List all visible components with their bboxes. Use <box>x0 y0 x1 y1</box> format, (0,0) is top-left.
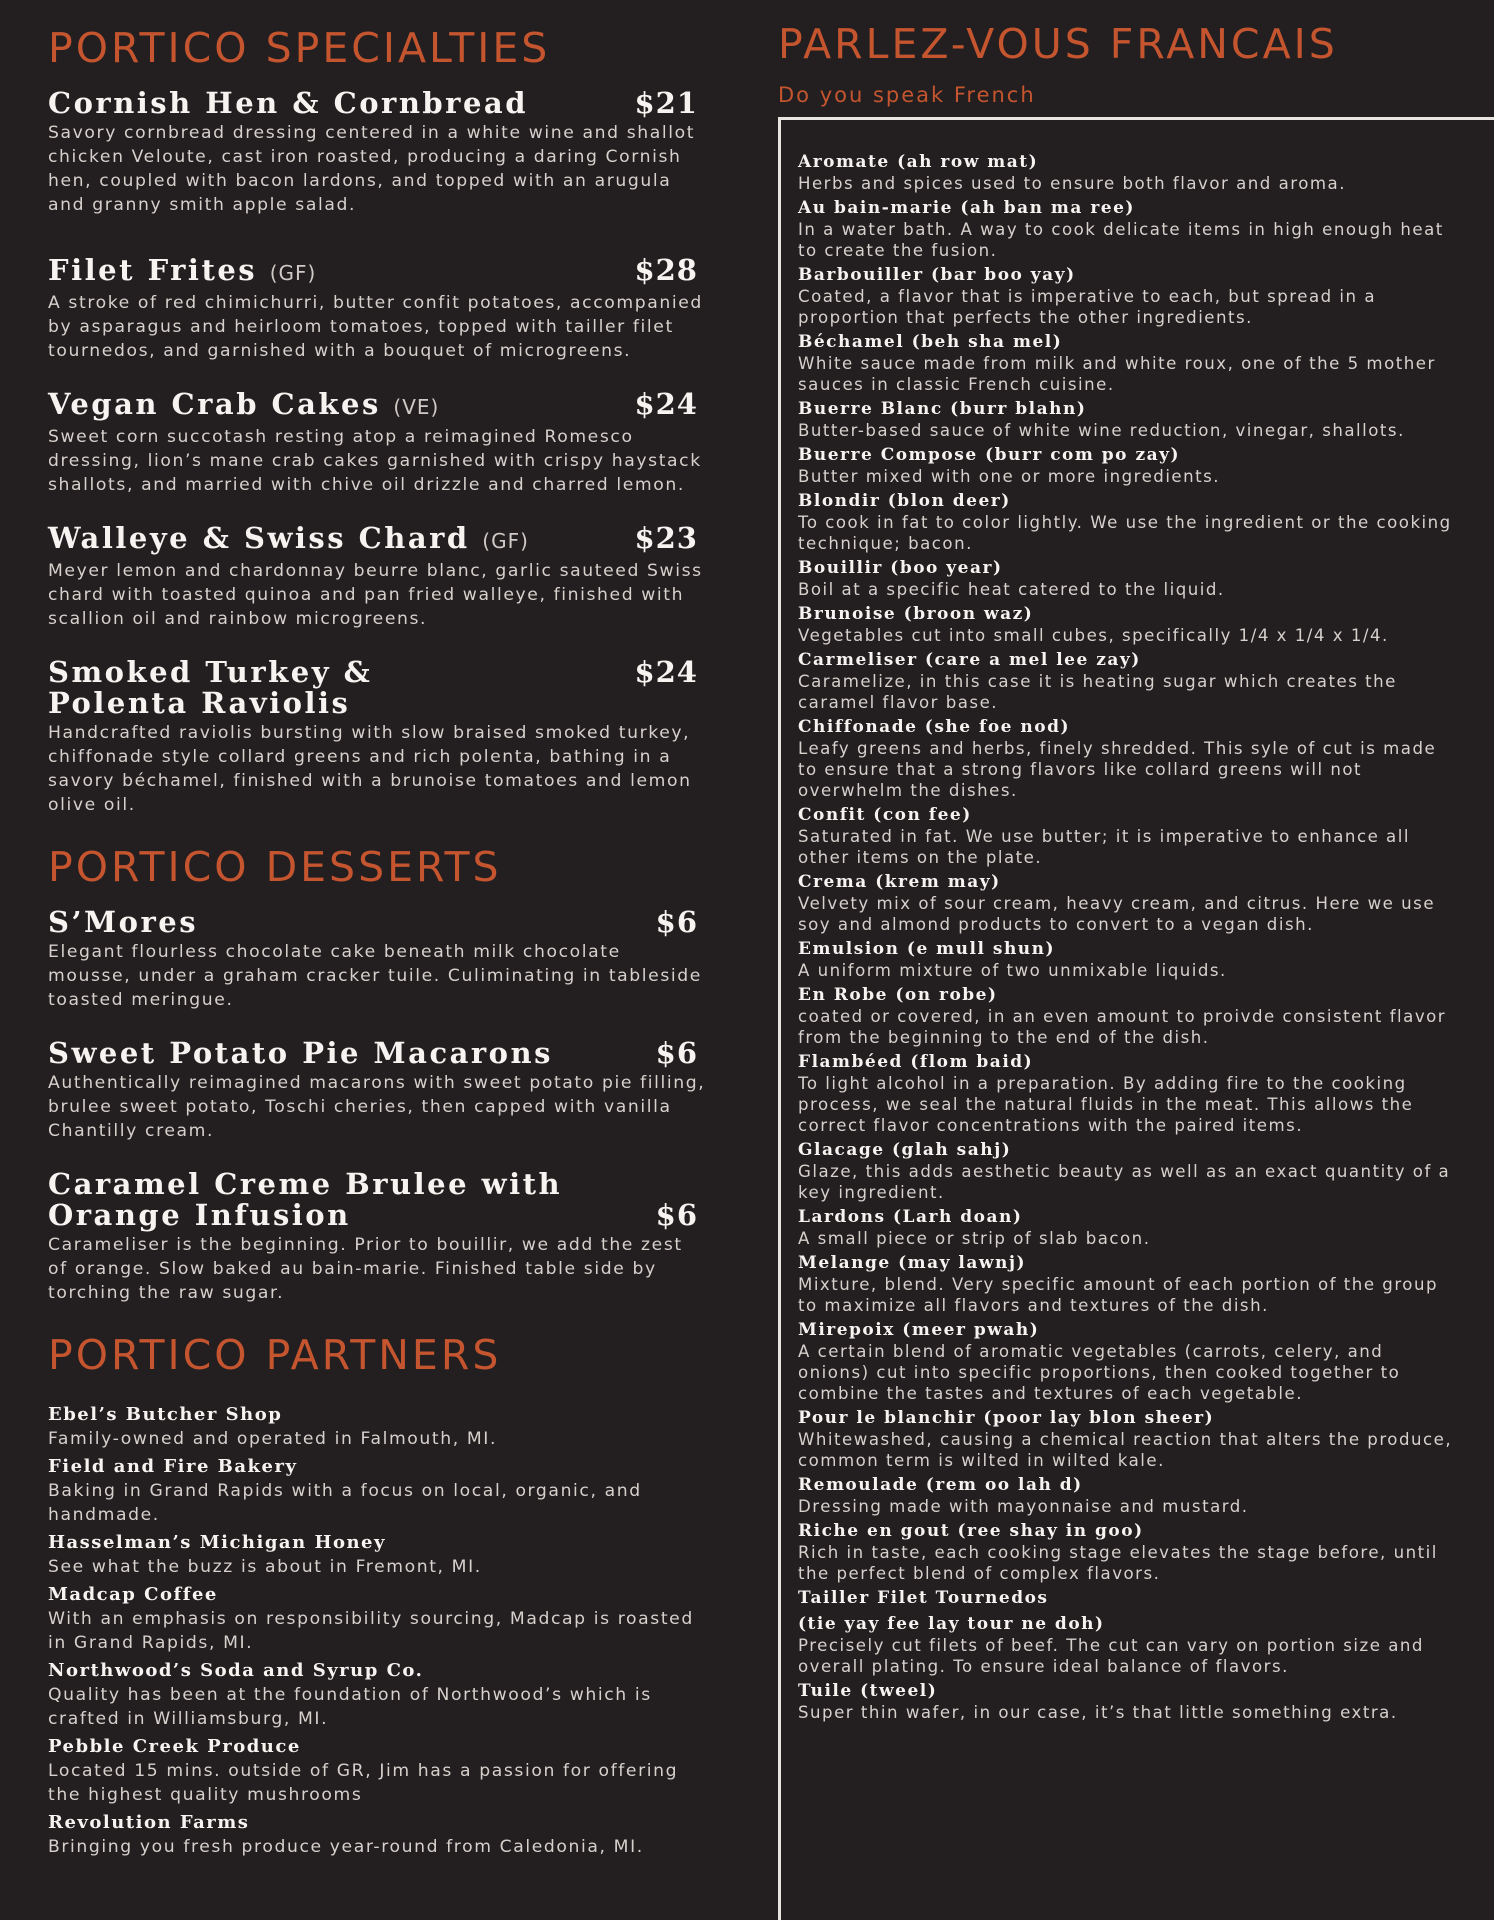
dish-tag: (GF) <box>482 529 529 553</box>
glossary-definition: Caramelize, in this case it is heating sugar which creates the caramel flavor base. <box>798 672 1397 712</box>
dish-description: A stroke of red chimichurri, butter confit potatoes, accompanied by asparagus and heirloom tomatoes, topped with tailler filet tournedos, and garnished with a bouquet of microgreens. <box>48 293 703 361</box>
glossary-definition: Boil at a specific heat catered to the liquid. <box>798 580 1225 599</box>
glossary-term: Riche en gout (ree shay in goo) <box>798 1521 1144 1541</box>
partner-name: Hasselman’s Michigan Honey <box>48 1532 386 1553</box>
glossary-term: Carmeliser (care a mel lee zay) <box>798 650 1141 670</box>
glossary-definition: Rich in taste, each cooking stage elevates the stage before, until the perfect blend of complex flavors. <box>798 1543 1438 1583</box>
partners-title: PORTICO PARTNERS <box>48 1331 502 1379</box>
dish-description: Meyer lemon and chardonnay beurre blanc, garlic sauteed Swiss chard with toasted quinoa and pan fried walleye, finished with scallion oil and rainbow microgreens. <box>48 561 703 629</box>
glossary-item <box>798 265 1454 328</box>
glossary-term: Mirepoix (meer pwah) <box>798 1320 1040 1340</box>
glossary-term: Melange (may lawnj) <box>798 1253 1027 1273</box>
partner-name: Madcap Coffee <box>48 1584 218 1605</box>
glossary-term: Bouillir (boo year) <box>798 558 1003 578</box>
glossary-term: Pour le blanchir (poor lay blon sheer) <box>798 1408 1215 1428</box>
glossary-item <box>798 604 1454 646</box>
glossary-term: Barbouiller (bar boo yay) <box>798 265 1076 285</box>
partner-name: Ebel’s Butcher Shop <box>48 1404 283 1425</box>
dish-name: Sweet Potato Pie Macarons <box>48 1036 553 1070</box>
dish-name: Walleye & Swiss Chard (GF) <box>48 521 529 555</box>
glossary-term: Emulsion (e mull shun) <box>798 939 1056 959</box>
dish-price: $6 <box>655 1198 698 1232</box>
glossary-definition: Vegetables cut into small cubes, specifically 1/4 x 1/4 x 1/4. <box>798 626 1389 645</box>
glossary-definition: Whitewashed, causing a chemical reaction that alters the produce, common term is wilted in wilted kale. <box>798 1430 1453 1470</box>
glossary-item <box>798 1521 1454 1584</box>
glossary-term: Tailler Filet Tournedos <box>798 1588 1049 1608</box>
glossary-item <box>798 985 1454 1048</box>
glossary-item <box>798 1052 1454 1136</box>
dish-price: $28 <box>634 253 698 287</box>
partner-description: Baking in Grand Rapids with a focus on local, organic, and handmade. <box>48 1481 642 1525</box>
glossary-term: Confit (con fee) <box>798 805 972 825</box>
glossary-term: Flambéed (flom baid) <box>798 1052 1034 1072</box>
dish-price: $24 <box>634 655 698 689</box>
specialties-title: PORTICO SPECIALTIES <box>48 24 551 72</box>
dish-item <box>48 907 708 1012</box>
glossary-definition: To cook in fat to color lightly. We use the ingredient or the cooking technique; bacon. <box>798 513 1452 553</box>
dish-price: $23 <box>634 521 698 555</box>
glossary-definition: A certain blend of aromatic vegetables (carrots, celery, and onions) cut into specific proportions, then cooked together to combine the tastes and textures of each vegetable. <box>798 1342 1401 1403</box>
partner-item <box>48 1455 708 1527</box>
dish-name: Cornish Hen & Cornbread <box>48 86 528 120</box>
glossary-item <box>798 872 1454 935</box>
glossary-term: Brunoise (broon waz) <box>798 604 1034 624</box>
dish-tag: (GF) <box>269 261 317 285</box>
glossary-definition: White sauce made from milk and white roux, one of the 5 mother sauces in classic French cuisine. <box>798 354 1436 394</box>
glossary-item <box>798 1475 1454 1517</box>
glossary-definition: Precisely cut filets of beef. The cut can vary on portion size and overall plating. To ensure ideal balance of flavors. <box>798 1636 1424 1676</box>
dish-item <box>48 523 708 631</box>
glossary-term-pronunciation: (tie yay fee lay tour ne doh) <box>798 1614 1105 1634</box>
dish-price: $21 <box>634 86 698 120</box>
partner-name: Field and Fire Bakery <box>48 1456 298 1477</box>
dish-description: Sweet corn succotash resting atop a reimagined Romesco dressing, lion’s mane crab cakes garnished with crispy haystack shallots, and married with chive oil drizzle and charred lemon. <box>48 427 702 495</box>
glossary-term: Béchamel (beh sha mel) <box>798 332 1063 352</box>
dish-item <box>48 88 708 217</box>
partner-name: Pebble Creek Produce <box>48 1736 301 1757</box>
dish-description: Authentically reimagined macarons with sweet potato pie filling, brulee sweet potato, Toschi cheries, then capped with vanilla Chantilly cream. <box>48 1073 706 1141</box>
glossary-definition: coated or covered, in an even amount to proivde consistent flavor from the beginning to the end of the dish. <box>798 1007 1447 1047</box>
glossary-item <box>798 805 1454 868</box>
glossary-item <box>798 1408 1454 1471</box>
glossary-item <box>798 1681 1454 1723</box>
dish-description: Savory cornbread dressing centered in a white wine and shallot chicken Veloute, cast iron roasted, producing a daring Cornish hen, coupled with bacon lardons, and topped with an arugula and granny smith apple salad. <box>48 123 696 215</box>
glossary-item <box>798 198 1454 261</box>
french-title: PARLEZ-VOUS FRANCAIS <box>778 20 1338 68</box>
dish-name: Smoked Turkey & Polenta Raviolis <box>48 655 373 720</box>
glossary-item <box>798 558 1454 600</box>
dish-price: $6 <box>655 1036 698 1070</box>
glossary-definition: A small piece or strip of slab bacon. <box>798 1229 1151 1248</box>
partner-item <box>48 1403 708 1451</box>
glossary-definition: Glaze, this adds aesthetic beauty as well as an exact quantity of a key ingredient. <box>798 1162 1451 1202</box>
dish-name: Vegan Crab Cakes (VE) <box>48 387 440 421</box>
dish-name: S’Mores <box>48 905 199 939</box>
partner-name: Revolution Farms <box>48 1812 250 1833</box>
glossary-definition: Dressing made with mayonnaise and mustard. <box>798 1497 1249 1516</box>
glossary-term: Buerre Blanc (burr blahn) <box>798 399 1087 419</box>
partner-item <box>48 1659 708 1731</box>
dish-item <box>48 255 708 363</box>
dish-price: $24 <box>634 387 698 421</box>
partner-description: Family-owned and operated in Falmouth, MI. <box>48 1429 498 1449</box>
dish-item <box>48 1038 708 1143</box>
glossary-term: Au bain-marie (ah ban ma ree) <box>798 198 1135 218</box>
glossary-definition: Herbs and spices used to ensure both flavor and aroma. <box>798 174 1346 193</box>
glossary-term: Crema (krem may) <box>798 872 1001 892</box>
glossary-definition: A uniform mixture of two unmixable liquids. <box>798 961 1227 980</box>
desserts-title: PORTICO DESSERTS <box>48 843 502 891</box>
french-subtitle: Do you speak French <box>778 83 1036 107</box>
glossary-item <box>798 1588 1454 1677</box>
glossary-term: Tuile (tweel) <box>798 1681 938 1701</box>
partner-item <box>48 1531 708 1579</box>
glossary-definition: Leafy greens and herbs, finely shredded. This syle of cut is made to ensure that a strong flavors like collard greens will not overwhelm the dishes. <box>798 739 1437 800</box>
glossary-term: Buerre Compose (burr com po zay) <box>798 445 1181 465</box>
glossary-item <box>798 399 1454 441</box>
glossary-item <box>798 152 1454 194</box>
partner-description: With an emphasis on responsibility sourcing, Madcap is roasted in Grand Rapids, MI. <box>48 1609 694 1653</box>
glossary-term: Remoulade (rem oo lah d) <box>798 1475 1083 1495</box>
left-column <box>48 22 708 1859</box>
glossary-item <box>798 1320 1454 1404</box>
dish-tag: (VE) <box>393 395 440 419</box>
glossary-definition: In a water bath. A way to cook delicate items in high enough heat to create the fusion. <box>798 220 1444 260</box>
glossary-item <box>798 1207 1454 1249</box>
glossary-term: Blondir (blon deer) <box>798 491 1011 511</box>
glossary-term: Aromate (ah row mat) <box>798 152 1039 172</box>
dish-item <box>48 389 708 497</box>
glossary-term: Lardons (Larh doan) <box>798 1207 1023 1227</box>
glossary-definition: Velvety mix of sour cream, heavy cream, and citrus. Here we use soy and almond products to convert to a vegan dish. <box>798 894 1436 934</box>
glossary-definition: Super thin wafer, in our case, it’s that little something extra. <box>798 1703 1398 1722</box>
glossary-item <box>798 939 1454 981</box>
partner-item <box>48 1583 708 1655</box>
glossary-definition: Mixture, blend. Very specific amount of each portion of the group to maximize all flavors and textures of the dish. <box>798 1275 1438 1315</box>
glossary-box <box>778 117 1494 1920</box>
dish-description: Carameliser is the beginning. Prior to bouillir, we add the zest of orange. Slow baked au bain-marie. Finished table side by torching the raw sugar. <box>48 1235 683 1303</box>
glossary-item <box>798 650 1454 713</box>
partner-item <box>48 1811 708 1859</box>
glossary-item <box>798 1253 1454 1316</box>
glossary-item <box>798 491 1454 554</box>
glossary-term: Chiffonade (she foe nod) <box>798 717 1071 737</box>
partner-description: Quality has been at the foundation of Northwood’s which is crafted in Williamsburg, MI. <box>48 1685 652 1729</box>
partners-list <box>48 1403 708 1859</box>
glossary-item <box>798 445 1454 487</box>
glossary-term: En Robe (on robe) <box>798 985 998 1005</box>
right-column <box>778 18 1494 108</box>
dish-name: Caramel Creme Brulee with Orange Infusion <box>48 1167 563 1232</box>
glossary-item <box>798 1140 1454 1203</box>
dish-name: Filet Frites (GF) <box>48 253 317 287</box>
partner-item <box>48 1735 708 1807</box>
dish-description: Handcrafted raviolis bursting with slow braised smoked turkey, chiffonade style collard greens and rich polenta, bathing in a savory béchamel, finished with a brunoise tomatoes and lemon olive oil. <box>48 723 692 815</box>
glossary-definition: Coated, a flavor that is imperative to each, but spread in a proportion that perfects the other ingredients. <box>798 287 1376 327</box>
partner-description: Bringing you fresh produce year-round from Caledonia, MI. <box>48 1837 644 1857</box>
dish-price: $6 <box>655 905 698 939</box>
partner-name: Northwood’s Soda and Syrup Co. <box>48 1660 424 1681</box>
dish-item <box>48 657 708 817</box>
glossary-term: Glacage (glah sahj) <box>798 1140 1012 1160</box>
glossary-definition: Butter-based sauce of white wine reduction, vinegar, shallots. <box>798 421 1405 440</box>
dish-description: Elegant flourless chocolate cake beneath milk chocolate mousse, under a graham cracker tuile. Culiminating in tableside toasted meringue. <box>48 942 702 1010</box>
glossary-definition: Butter mixed with one or more ingredients. <box>798 467 1221 486</box>
partner-description: See what the buzz is about in Fremont, MI. <box>48 1557 482 1577</box>
glossary-item <box>798 717 1454 801</box>
glossary-item <box>798 332 1454 395</box>
glossary-definition: To light alcohol in a preparation. By adding fire to the cooking process, we seal the natural fluids in the meat. This allows the correct flavor concentrations with the paired items. <box>798 1074 1414 1135</box>
dish-item <box>48 1169 708 1305</box>
partner-description: Located 15 mins. outside of GR, Jim has a passion for offering the highest quality mushrooms <box>48 1761 679 1805</box>
glossary-definition: Saturated in fat. We use butter; it is imperative to enhance all other items on the plate. <box>798 827 1410 867</box>
